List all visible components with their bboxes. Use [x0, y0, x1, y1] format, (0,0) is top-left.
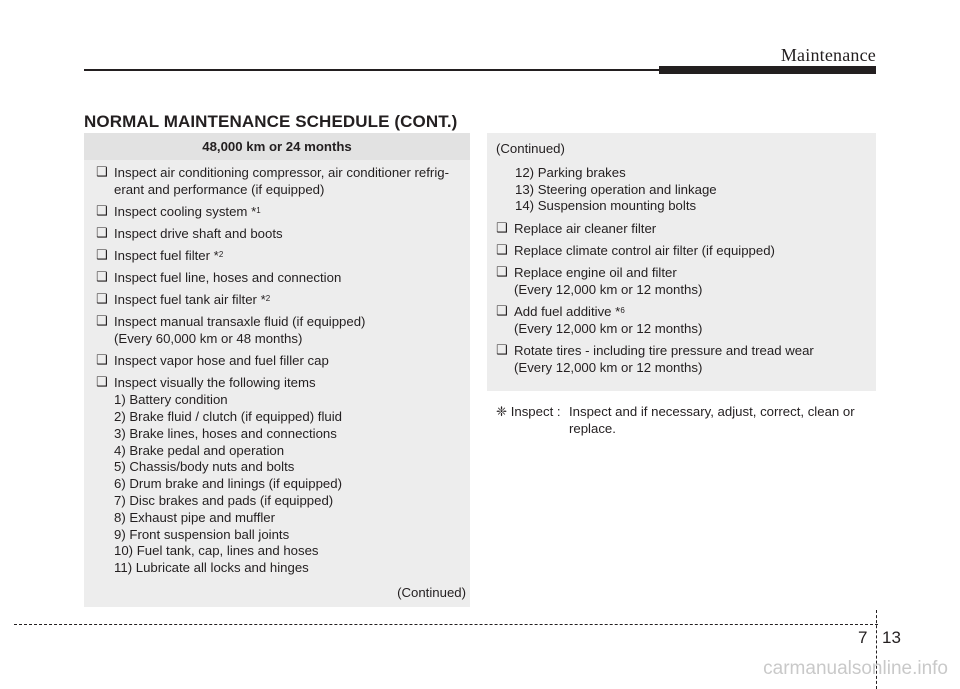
checkbox-icon: ❑	[496, 304, 508, 320]
item-text: Inspect fuel filter *	[114, 248, 219, 264]
list-item	[96, 270, 460, 287]
list-item	[96, 314, 460, 348]
checkbox-icon: ❑	[96, 314, 108, 330]
list-item	[96, 204, 460, 221]
item-text: Inspect visually the following items	[114, 375, 316, 391]
list-item	[496, 265, 866, 299]
item-text: Add fuel additive *	[514, 304, 621, 320]
footnote-marker: 2	[265, 294, 271, 304]
footnote-marker: 1	[256, 205, 261, 215]
subitem: 10) Fuel tank, cap, lines and hoses	[114, 543, 319, 559]
checkbox-icon: ❑	[96, 353, 108, 369]
note-text: Inspect and if necessary, adjust, correct, clean or	[569, 404, 855, 419]
list-item	[96, 292, 460, 309]
section-title: NORMAL MAINTENANCE SCHEDULE (CONT.)	[84, 112, 458, 131]
item-text: Inspect cooling system *	[114, 203, 257, 219]
note-text-continued: replace.	[569, 421, 616, 436]
list-item	[96, 353, 460, 370]
list-item	[496, 243, 866, 260]
subitem: 14) Suspension mounting bolts	[515, 198, 697, 214]
schedule-box-48000	[84, 133, 470, 607]
inspect-note	[496, 403, 876, 437]
header-rule	[84, 69, 659, 71]
inspection-subitems	[96, 392, 460, 577]
subitem: 4) Brake pedal and operation	[114, 442, 285, 458]
list-item	[96, 248, 460, 265]
subitem: 1) Battery condition	[114, 392, 228, 408]
footnote-marker: 2	[218, 250, 224, 260]
item-text: Inspect air conditioning compressor, air conditioner refrig-	[114, 165, 449, 180]
checkbox-icon: ❑	[96, 165, 108, 180]
list-item	[96, 165, 460, 199]
checkbox-icon: ❑	[96, 225, 108, 241]
subitem: 8) Exhaust pipe and muffler	[114, 509, 276, 525]
header-bar	[659, 66, 876, 74]
continued-label: (Continued)	[397, 585, 466, 601]
checkbox-icon: ❑	[96, 292, 108, 308]
subitem: 12) Parking brakes	[515, 164, 626, 180]
list-item	[496, 221, 866, 238]
item-interval: (Every 12,000 km or 12 months)	[514, 321, 703, 337]
list-item	[96, 375, 460, 577]
item-text: Inspect drive shaft and boots	[114, 225, 283, 241]
list-item	[496, 343, 866, 377]
subitem: 6) Drum brake and linings (if equipped)	[114, 476, 342, 492]
item-text: Inspect fuel tank air filter *	[114, 292, 266, 308]
item-interval: (Every 60,000 km or 48 months)	[114, 331, 303, 347]
list-item	[496, 304, 866, 338]
inspection-subitems	[496, 165, 866, 215]
checkbox-icon: ❑	[496, 343, 508, 359]
header-title: Maintenance	[780, 45, 876, 65]
continued-label: (Continued)	[496, 141, 565, 156]
item-text: Rotate tires - including tire pressure and tread wear	[514, 343, 814, 359]
subitem: 2) Brake fluid / clutch (if equipped) fluid	[114, 408, 342, 424]
subitem: 13) Steering operation and linkage	[515, 181, 717, 197]
subitem: 7) Disc brakes and pads (if equipped)	[114, 492, 334, 508]
checkbox-icon: ❑	[496, 265, 508, 281]
subitem: 11) Lubricate all locks and hinges	[114, 560, 309, 576]
item-text: Replace air cleaner filter	[514, 221, 657, 237]
item-text: Inspect manual transaxle fluid (if equipped)	[114, 314, 366, 330]
footer-rule	[14, 624, 878, 625]
chapter-number: 7	[858, 628, 868, 647]
watermark: carmanualsonline.info	[763, 658, 948, 679]
note-lead: ❈ Inspect :	[496, 404, 561, 419]
left-item-list	[84, 160, 470, 577]
subitem: 9) Front suspension ball joints	[114, 526, 290, 542]
item-text: Inspect vapor hose and fuel filler cap	[114, 353, 329, 369]
checkbox-icon: ❑	[96, 375, 108, 391]
item-text-continued: erant and performance (if equipped)	[114, 181, 325, 197]
schedule-box-heading: 48,000 km or 24 months	[84, 133, 470, 160]
checkbox-icon: ❑	[496, 221, 508, 237]
list-item	[96, 226, 460, 243]
checkbox-icon: ❑	[496, 243, 508, 259]
item-text: Replace engine oil and filter	[514, 265, 677, 281]
item-text: Replace climate control air filter (if equipped)	[514, 243, 775, 259]
item-interval: (Every 12,000 km or 12 months)	[514, 282, 703, 298]
right-item-list	[487, 133, 876, 377]
item-text: Inspect fuel line, hoses and connection	[114, 270, 342, 286]
checkbox-icon: ❑	[96, 248, 108, 264]
item-interval: (Every 12,000 km or 12 months)	[514, 359, 703, 375]
subitem: 3) Brake lines, hoses and connections	[114, 425, 337, 441]
subitem: 5) Chassis/body nuts and bolts	[114, 459, 295, 475]
checkbox-icon: ❑	[96, 203, 108, 219]
schedule-box-continued	[487, 133, 876, 391]
checkbox-icon: ❑	[96, 270, 108, 286]
page-number: 13	[882, 628, 901, 647]
footnote-marker: 6	[620, 306, 625, 316]
